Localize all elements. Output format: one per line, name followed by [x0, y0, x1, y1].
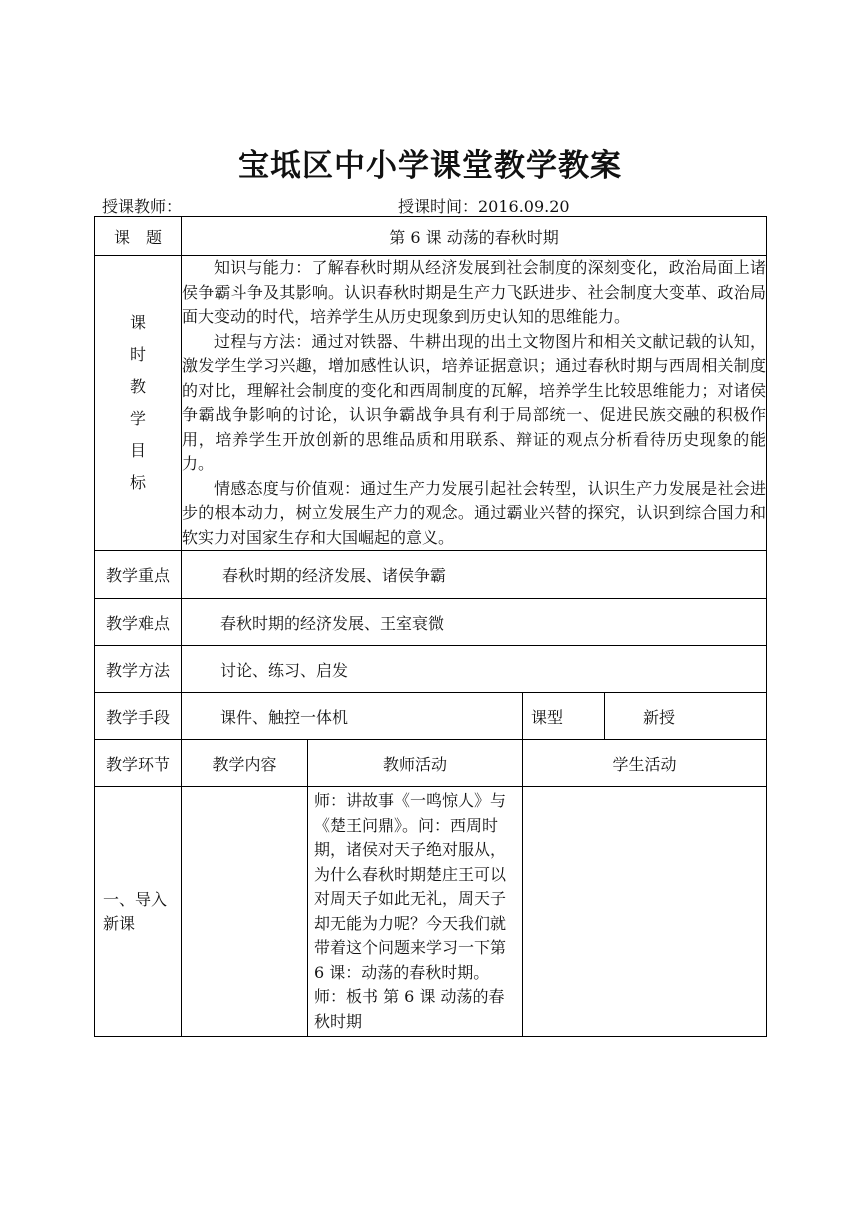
- teacher-label: 授课教师：: [102, 197, 183, 216]
- objective-process: 过程与方法：通过对铁器、牛耕出现的出土文物图片和相关文献记载的认知，激发学生学习兴趣，增加感性认识，培养证据意识；通过春秋时期与西周相关制度的对比，理解社会制度的变化和西周制度的瓦解，培养学生比较思维能力；对诸侯争霸战争影响的讨论，认识争霸战争具有利于局部统一、促进民族交融的积极作用，培养学生开放创新的思维品质和用联系、辩证的观点分析看待历史现象的能力。: [182, 331, 767, 473]
- teacher-line: 师：讲故事《一鸣惊人》与《楚王问鼎》。问：西周时期，诸侯对天子绝对服从，为什么春秋时期楚庄王可以对周天子如此无礼，周天子却无能为力呢？今天我们就带着这个问题来学习一下第 6 课：动荡的春秋时期。: [314, 791, 507, 982]
- objective-values: 情感态度与价值观：通过生产力发展引起社会转型，认识生产力发展是社会进步的根本动力，树立发展生产力的观念。通过霸业兴替的探究，认识到综合国力和软实力对国家生存和大国崛起的意义。: [182, 478, 767, 547]
- stage-header: 教学环节: [95, 740, 182, 787]
- means-value: 课件、触控一体机: [182, 693, 523, 740]
- difficulty-value: 春秋时期的经济发展、王室衰微: [182, 599, 767, 646]
- method-row: [95, 646, 767, 693]
- teacher-header: 教师活动: [308, 740, 523, 787]
- objectives-label-char: 教: [129, 377, 146, 396]
- type-label: 课型: [523, 693, 605, 740]
- objectives-label-char: 课: [129, 313, 146, 332]
- topic-row: [95, 217, 767, 256]
- method-value: 讨论、练习、启发: [182, 646, 767, 693]
- key-value: 春秋时期的经济发展、诸侯争霸: [182, 551, 767, 599]
- method-label: 教学方法: [95, 646, 182, 693]
- means-row: [95, 693, 767, 740]
- page-title: 宝坻区中小学课堂教学教案: [238, 148, 622, 184]
- difficulty-label: 教学难点: [95, 599, 182, 646]
- objectives-label-char: 学: [129, 409, 146, 428]
- teacher-line: 师：板书 第 6 课 动荡的春秋时期: [314, 987, 505, 1031]
- objectives-label-char: 时: [129, 345, 146, 364]
- objective-knowledge: 知识与能力：了解春秋时期从经济发展到社会制度的深刻变化，政治局面上诸侯争霸斗争及其影响。认识春秋时期是生产力飞跃进步、社会制度大变革、政治局面大变动的时代，培养学生从历史现象到历史认知的思维能力。: [182, 258, 767, 326]
- objectives-text: [182, 256, 767, 551]
- topic-value: 第 6 课 动荡的春秋时期: [182, 217, 767, 256]
- stage1-row: [95, 787, 767, 1037]
- stage1-content: [182, 787, 308, 1037]
- stage1-teacher-activity: [308, 787, 523, 1037]
- key-label: 教学重点: [95, 551, 182, 599]
- time-label: 授课时间：2016.09.20: [398, 197, 570, 216]
- topic-label: 课 题: [95, 217, 182, 256]
- stage1-student-activity: [523, 787, 767, 1037]
- lesson-plan-table: [94, 216, 767, 1037]
- objectives-label-char: 标: [129, 473, 146, 492]
- student-header: 学生活动: [523, 740, 767, 787]
- objectives-label-char: 目: [129, 441, 146, 460]
- objectives-label: [95, 256, 182, 551]
- stage1-name: 一、导入新课: [95, 787, 182, 1037]
- type-value: 新授: [605, 693, 767, 740]
- key-row: [95, 551, 767, 599]
- content-header: 教学内容: [182, 740, 308, 787]
- objectives-row: [95, 256, 767, 551]
- header-row: [95, 740, 767, 787]
- difficulty-row: [95, 599, 767, 646]
- means-label: 教学手段: [95, 693, 182, 740]
